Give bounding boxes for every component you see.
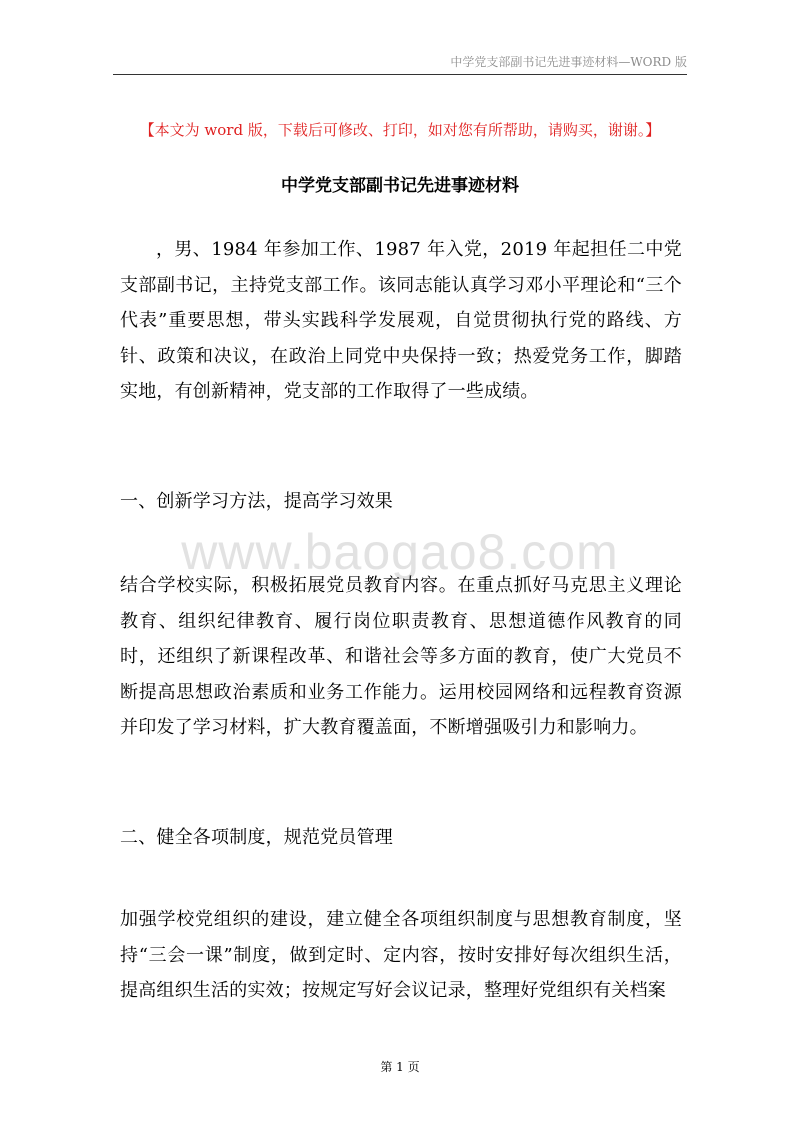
section-paragraph-1: 结合学校实际，积极拓展党员教育内容。在重点抓好马克思主义理论教育、组织纪律教育、履行岗位职责教育、思想道德作风教育的同时，还组织了新课程改革、和谐社会等多方面的教育，使广大党员不断提高思想政治素质和业务工作能力。运用校园网络和远程教育资源并印发了学习材料，扩大教育覆盖面，不断增强吸引力和影响力。 bbox=[120, 575, 682, 739]
page-number: 第 1 页 bbox=[380, 1060, 420, 1074]
page-header bbox=[113, 52, 687, 75]
download-notice: 【本文为 word 版，下载后可修改、打印，如对您有所帮助，请购买，谢谢。】 bbox=[139, 121, 661, 139]
running-title: 中学党支部副书记先进事迹材料—WORD 版 bbox=[450, 55, 687, 69]
section-heading-2: 二、健全各项制度，规范党员管理 bbox=[120, 827, 393, 848]
section-paragraph-2: 加强学校党组织的建设，建立健全各项组织制度与思想教育制度，坚持“三会一课”制度，做到定时、定内容，按时安排好每次组织生活，提高组织生活的实效；按规定写好会议记录，整理好党组织有关档案 bbox=[120, 909, 682, 1002]
section-heading-1: 一、创新学习方法，提高学习效果 bbox=[120, 491, 393, 512]
intro-paragraph: ，男、1984 年参加工作、1987 年入党，2019 年起担任二中党支部副书记，主持党支部工作。该同志能认真学习邓小平理论和“三个代表”重要思想，带头实践科学发展观，自觉贯彻执行党的路线、方针、政策和决议，在政治上同党中央保持一致；热爱党务工作，脚踏实地，有创新精神，党支部的工作取得了一些成绩。 bbox=[120, 239, 682, 403]
watermark: www.baogao8.com bbox=[181, 524, 619, 580]
document-title: 中学党支部副书记先进事迹材料 bbox=[281, 176, 519, 196]
page-footer bbox=[0, 1059, 800, 1075]
